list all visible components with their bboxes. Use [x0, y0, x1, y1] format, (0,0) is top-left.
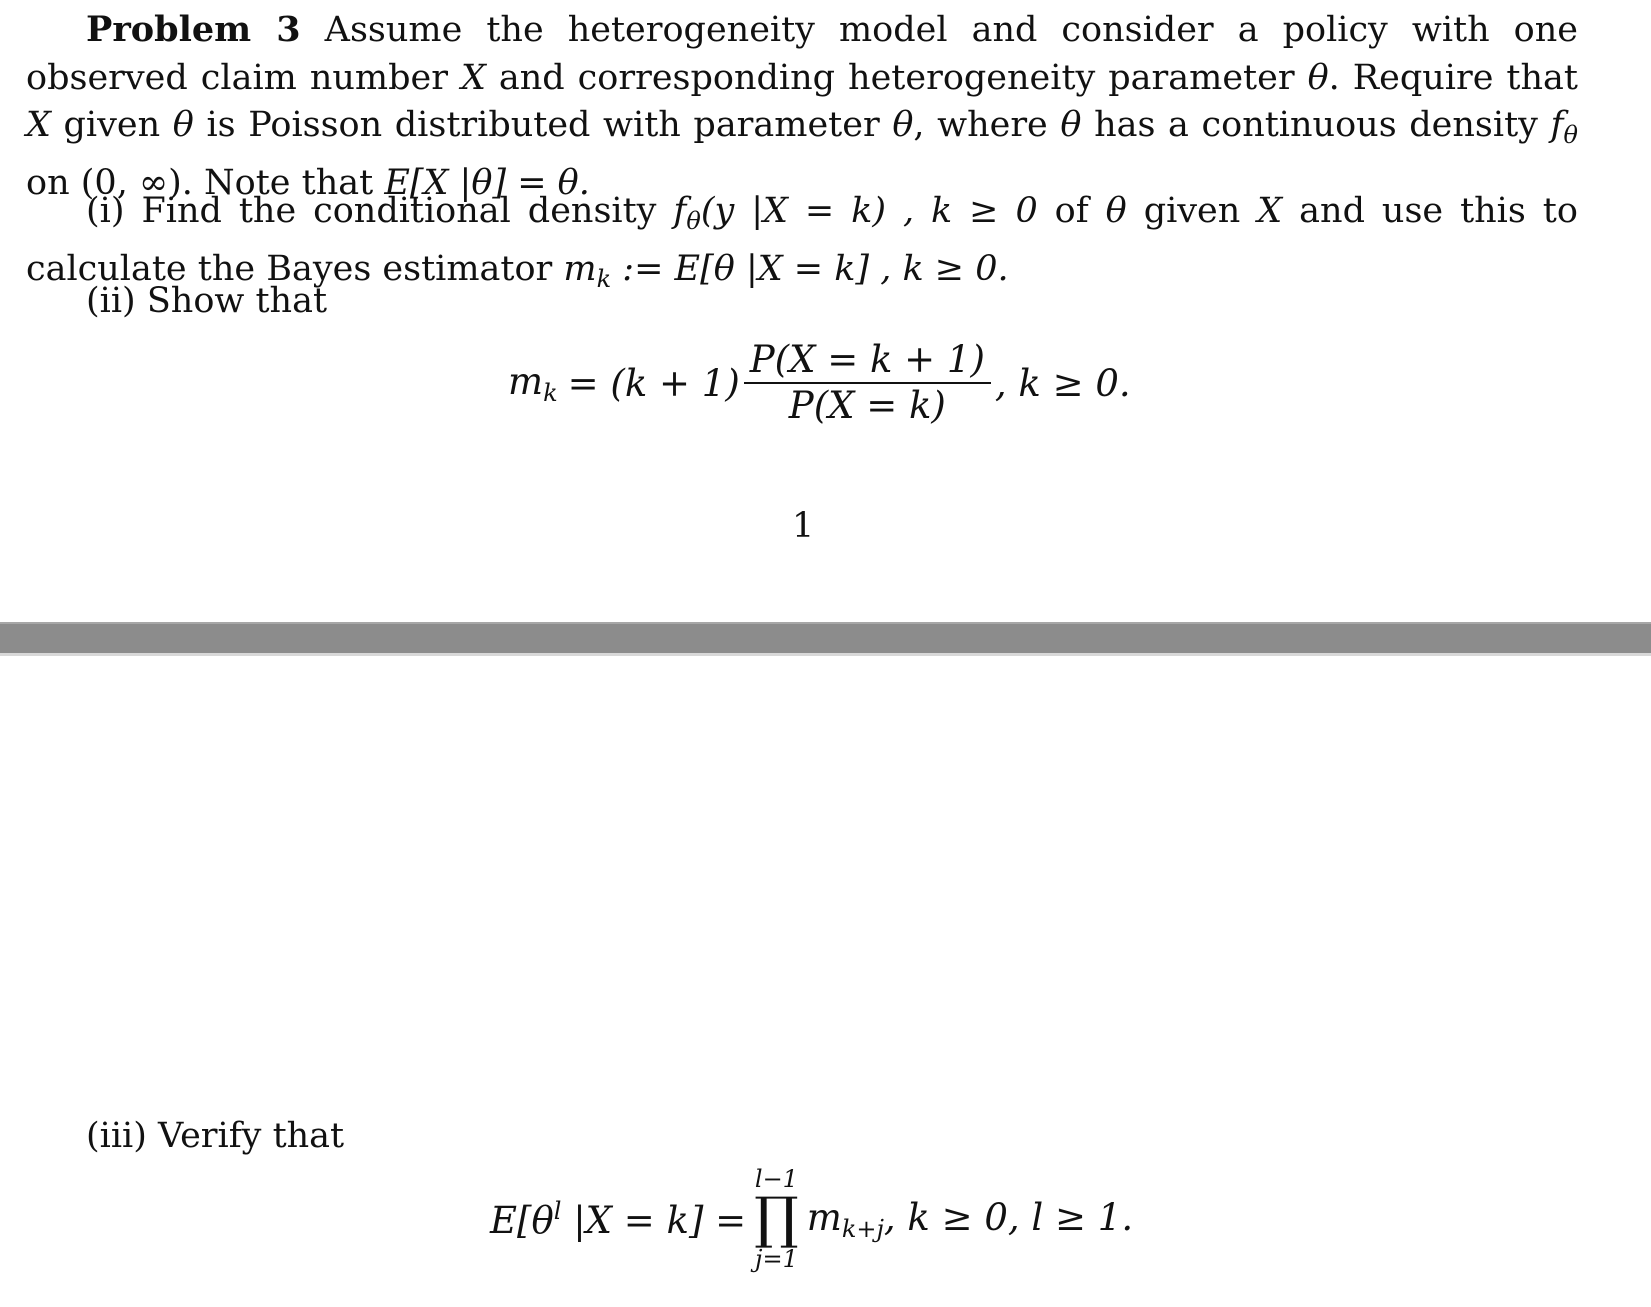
- page-divider: [0, 622, 1651, 656]
- problem-heading: Problem 3: [86, 9, 301, 50]
- eq3-lhs: $E[\theta^l$ |X = k] =: [490, 1196, 747, 1242]
- part-i-text2: of: [1054, 191, 1089, 231]
- intro-line2: claim number: [200, 57, 448, 98]
- part-i-label: (i): [86, 191, 125, 231]
- intro-line3: Poisson distributed with parameter: [248, 105, 880, 145]
- page-number: 1: [792, 506, 815, 546]
- intro-line3c: has a continuous density: [1094, 105, 1538, 145]
- intro-line2b: and corresponding heterogeneity parameter: [498, 57, 1295, 98]
- var-theta: θ: [172, 105, 194, 145]
- var-theta: θ: [1060, 105, 1082, 145]
- eq-tail: , k ≥ 0.: [994, 361, 1131, 405]
- var-x: X: [26, 105, 51, 145]
- var-theta: θ: [1105, 191, 1127, 231]
- product-symbol: ∏: [754, 1186, 799, 1251]
- density-symbol: $f_\theta$: [1550, 105, 1578, 149]
- product-upper-limit: l−1: [754, 1165, 798, 1193]
- var-x: X: [460, 57, 486, 98]
- intro-line3d: on: [26, 162, 70, 203]
- bayes-estimator-definition: := E[θ |X = k] , k ≥ 0.: [622, 248, 1009, 289]
- eq-numerator: P(X = k + 1): [749, 338, 985, 381]
- eq3-rhs: $m_{k+j}$, k ≥ 0, l ≥ 1.: [806, 1195, 1134, 1243]
- intro-line2c: . Require that: [1328, 57, 1578, 98]
- part-ii-label: (ii) Show that: [86, 281, 328, 321]
- bayes-estimator: $m_k$: [563, 248, 612, 293]
- part-i-text4: and use this to calculate: [26, 191, 1578, 289]
- problem-statement: [26, 6, 1578, 207]
- part-ii-equation: [508, 338, 1131, 428]
- eq-lhs: $m_k$: [508, 359, 558, 407]
- page-top: [0, 0, 1651, 622]
- intro-line2e: is: [206, 105, 236, 145]
- part-iii-equation: [490, 1164, 1133, 1274]
- var-theta: θ: [1307, 57, 1329, 98]
- intro-line4: that: [301, 162, 374, 203]
- part-i-text5: the Bayes estimator: [197, 248, 553, 289]
- product-operator: [754, 1164, 799, 1274]
- eq-mid: = (k + 1): [567, 361, 740, 405]
- part-i-text1: Find the conditional density: [141, 191, 657, 231]
- part-i-text3: given: [1143, 191, 1241, 231]
- intro-line1: Assume the heterogeneity model and consider a policy with one observed: [26, 10, 1578, 98]
- eq-fraction: [744, 338, 991, 428]
- part-iii-label: (iii) Verify that: [86, 1116, 345, 1156]
- eq-denominator: P(X = k): [788, 384, 946, 427]
- intro-line3e: (0, ∞). Note: [80, 162, 291, 203]
- product-lower-limit: j=1: [755, 1245, 798, 1273]
- intro-line3b: , where: [913, 105, 1048, 145]
- expectation-identity: E[X |θ] = θ.: [384, 162, 590, 203]
- var-theta: θ: [892, 105, 914, 145]
- intro-line2d: given: [63, 105, 161, 145]
- conditional-density: $f_\theta(y$ |X = k) , k ≥ 0: [673, 191, 1038, 235]
- var-x: X: [1257, 191, 1283, 231]
- page-bottom: [0, 656, 1651, 1307]
